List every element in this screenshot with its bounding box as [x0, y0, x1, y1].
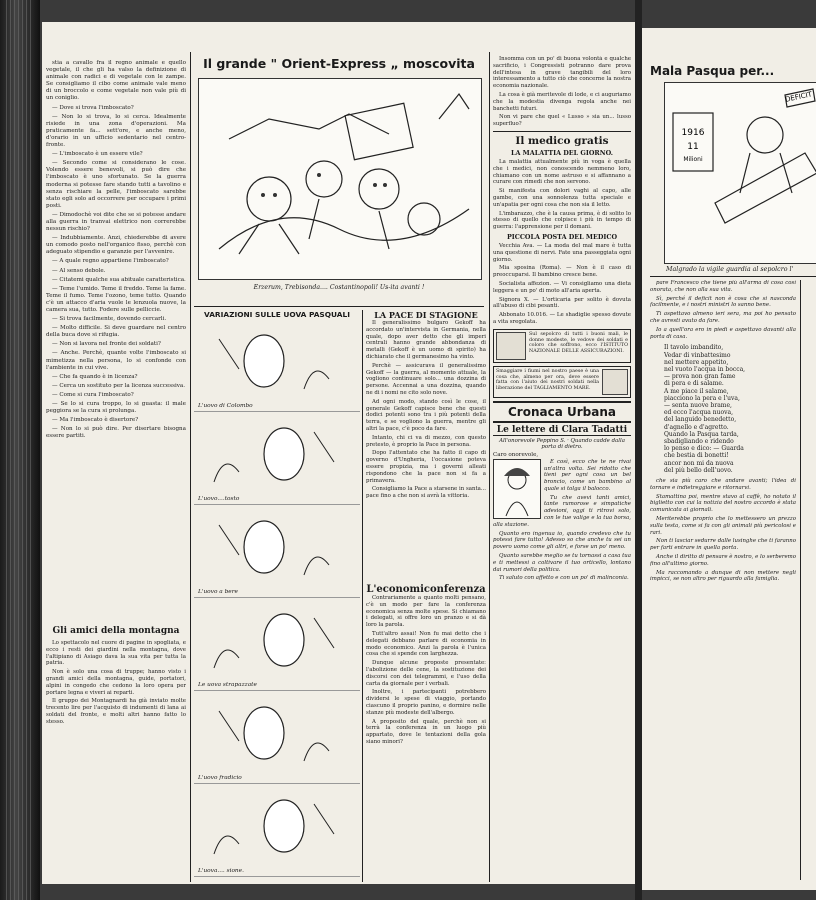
paragraph: — Dimodochè voi dite che se si potesse andare alla guerra in tranvai elettrico non correrebbe nessun rischio? [46, 211, 186, 233]
pace-text [366, 320, 486, 500]
egg-caption: L'uovo a bere [198, 589, 238, 595]
medico-title: Il medico gratis [515, 134, 609, 147]
paragraph: — Non lo si può dire. Per disertare bisogna essere partiti. [46, 426, 186, 440]
paragraph: — Se lo si cura troppo, lo si guasta: il male peggiora se la cura si prolunga. [46, 401, 186, 415]
poem-line: piacciono la pera e l'uva, [664, 394, 740, 402]
economia-text [366, 595, 486, 746]
medico-text [493, 159, 631, 231]
egg-icon [194, 505, 360, 585]
paragraph: — Teme l'umido. Teme il freddo. Teme la fame. Teme il fumo. Teme l'ozono, teme tutto. Quando c'è un attacco d'aria vuole le lenzuola nuove, la camera sua, tutto. Fodere sulle pelliccie. [46, 285, 186, 313]
cronaca-title: Cronaca Urbana [493, 401, 631, 423]
orient-express-caption: Erzerum, Trebisonda.... Costantinopoli! Us-ita avanti ! [253, 284, 425, 291]
paragraph: Tutt'altro assai! Non fu mai detto che i delegati debbano parlare di economia in modo economico. Anzi la parola è l'unica cosa che si spende con larghezza. [366, 630, 486, 658]
advert2-image [602, 369, 628, 395]
egg-caption: Le uova strapazzate [198, 682, 257, 688]
cronaca-salute: Caro onorevole, [493, 451, 539, 458]
horizontal-rule [194, 306, 484, 307]
paragraph: Dopo l'attentato che ha fatto il capo di governo d'Ungheria, l'occasione poteva essere propizia, ma i governi alleati rispondono che la pace non si fa a primavera. [366, 450, 486, 484]
poem-line: nel mettere appetito, [664, 358, 729, 366]
paragraph: Perchè — assicurava il generalissimo Gekoff — la guerra, al momento attuale, la vogliono continuare solo... una dozzina di persone. Accennai a una dozzina, quando ne di i nomi ne cito solo nove. [366, 362, 486, 396]
uova-pasquali-column [194, 310, 360, 882]
paragraph: — Si trova facilmente, dovendo cercarli. [52, 316, 167, 323]
paragraph: — Come si cura l'imboscato? [52, 391, 134, 398]
paragraph: Socialista affezion. — Vi consigliamo una dieta leggera e un po' di moto all'aria aperta. [493, 280, 631, 294]
right-prose-2 [650, 478, 796, 583]
poem-line: d'agnello e d'agretto. [664, 423, 729, 431]
poem-line: che bestia di bonetti! [664, 452, 729, 460]
egg-caption: L'uovo fradicio [198, 775, 242, 781]
egg-icon [194, 598, 360, 678]
paragraph: Tu che avevi tanti amici, tante rumorose e simpatiche adesioni, oggi ti ritrovi solo, con le tue valige e la tua borsa, alla stazione. [493, 494, 631, 528]
poem-line: A me piace il salame, [664, 387, 729, 395]
economia-section [366, 584, 486, 882]
paragraph: Sì, perché il deficit non è cosa che si nasconda facilmente, e i nostri ministri lo sanno bene. [650, 295, 796, 309]
calendar-month: 11 [687, 142, 699, 152]
paragraph: E così, ecco che te ne rivai un'altra volta. Sei ridotto che tieni per ogni cosa un bel broncio, come un bambino al quale si tolga il balocco. [544, 458, 631, 492]
right-prose [650, 280, 796, 340]
paragraph: Signora X. — L'orticaria per solito è dovuta all'abuso di cibi pesanti. [493, 296, 631, 310]
montagna-title: Gli amici della montagna [52, 626, 180, 636]
poem-line: Quando la Pasqua tarda, [664, 430, 739, 438]
poem-line: del languido benedetto, [664, 416, 737, 424]
advert-image [496, 332, 526, 360]
paragraph: Ti aspettavo almeno ieri sera, ma poi ho pensato che avresti avuto da fare. [650, 311, 796, 324]
poem-line: Vedar di vinbattesimo [664, 351, 731, 359]
egg-cartoon [194, 412, 360, 505]
poem-line: lo penso e dico: — Guarda [664, 445, 744, 453]
calendar-word: Milioni [683, 156, 703, 163]
easter-poem [664, 344, 796, 474]
posta-title: PICCOLA POSTA DEL MEDICO [506, 232, 618, 241]
paragraph: pare Francesco che tiene più all'arma di cosa così onorata, che non alla sua vita. [650, 280, 796, 293]
mala-pasqua-caption: Malgrado la vigile guardia al sepolcro l' [666, 266, 794, 273]
medico-subtitle: LA MALATTIA DEL GIORNO. [511, 148, 613, 157]
right-page [642, 28, 816, 890]
paragraph: Ti saluto con affetto e con un po' di malinconia. [499, 575, 629, 582]
page-gutter [635, 0, 642, 900]
advert-text: Sul sepolcro di tutti i buoni mali, le donne modeste, le vedove dei soldati e coloro che soffrono, ecco l'ISTITUTO NAZIONALE DELLE ASSICURAZIONI. [529, 331, 628, 355]
paragraph: — Ma l'imboscato è disertore? [52, 417, 139, 424]
cronaca-intro: All'onorevole Peppino S. · Quando cadde dalla porta di dietro. [499, 437, 625, 450]
paragraph: — Indubbiamente. Anzi, chiederebbe di avere un comodo posto nell'organico fisso, perchè con adeguato stipendio e garanzie per l'avvenire. [46, 235, 186, 256]
egg-caption: L'uova.... sione. [198, 868, 244, 874]
imboscato-text [46, 60, 186, 441]
egg-cartoon [194, 319, 360, 412]
paragraph: La cosa è già meritevole di lode, e ci auguriamo che la modestia divenga regola anche nei banchetti futuri. [493, 91, 631, 112]
paragraph: Io a quell'ora ero in piedi e aspettavo davanti alla porta di casa. [650, 326, 796, 340]
paragraph: Insomma con un po' di buona volontà e qualche sacrificio, i Congressisti potranno dare prova dell'intesa in grave tangibili del loro interessamento a tutto ciò che concerne la nostra economia nazionale. [493, 56, 631, 90]
pace-title: LA PACE DI STAGIONE [374, 310, 478, 320]
paragraph: — Non si lavora nel fronte dei soldati? [52, 341, 161, 348]
paragraph: Anche il diritto di pensare è nostro, e lo serberemo fino all'ultimo giorno. [650, 554, 796, 567]
paragraph: Vecchia Ava. — La moda del mal mare è tutta una questione di nervi. Fate una passeggiata ogni giorno. [493, 242, 631, 263]
binding-edge [6, 0, 32, 900]
paragraph: Intanto, chi ci va di mezzo, con questo pretesto, è proprio la Pace in persona. [366, 434, 486, 448]
egg-cartoon [194, 505, 360, 598]
advert2-text: Smaggiare i fiumi nel nostro paese è una cosa che, almeno per ora, deve essere fatta con l'aiuto dei nostri soldati nella liberazione del TAGLIAMENTO MARE. [496, 368, 599, 392]
left-page [42, 22, 635, 884]
poem-line: ancor non mi da nuova [664, 459, 734, 467]
poem-line: Il tavolo imbandito, [664, 344, 724, 352]
paragraph: Dunque alcune proposte presentate: l'abolizione delle cene, la sostituzione dei discorsi con dei telegrammi, e l'uso della carta da giornale per i verbali. [366, 660, 486, 687]
paragraph: che sia più caro che andare avanti; l'idea di tornare e indietreggiare e ritornarvi. [650, 478, 796, 491]
egg-cartoon [194, 598, 360, 691]
paragraph: — Anche. Perchè, quante volte l'imboscato si mimetizza nella persona, lo si confonde con l'ambiente in cui vive. [46, 350, 186, 371]
poem-line: — prova non gran fame [664, 373, 736, 381]
paragraph: Consigliamo la Pace a starsene in santa... pace fino a che non si avrà la vittoria. [366, 486, 486, 500]
orient-express-block [194, 56, 484, 306]
paragraph: — A quale regno appartiene l'imboscato? [52, 258, 169, 265]
paragraph: Meriterebbe proprio che lo mettessero un prezzo sulla testa, come si fa con gli animali più pericolosi e rari. [650, 516, 796, 536]
paragraph: — L'imboscato è un essere vile? [52, 151, 143, 158]
economia-title: L'economiconferenza [366, 584, 486, 595]
paragraph: A proposito del quale, perchè non si terrà la conferenza in un luogo più appartato, dove le tentazioni della gola siano minori? [366, 718, 486, 745]
column-rule [362, 310, 363, 882]
column-rule [190, 52, 191, 882]
lusso-text [493, 56, 631, 128]
paragraph: — Non lo si trova, lo si cerca. Idealmente risiede in una zona d'operazioni. Ma praticamente fa... sett'ore, e anche meno, d'orario in un ufficio sedentario nel centro-fronte. [46, 113, 186, 149]
egg-icon [194, 784, 360, 864]
pace-section [366, 310, 486, 580]
egg-caption: L'uovo di Colombo [198, 403, 253, 409]
egg-icon [194, 412, 360, 492]
paragraph: L'imbarazzo, che è la causa prima, è di solito lo stesso di quello che colpisce i più in tempo di guerra: l'apprensione per il domani. [493, 210, 631, 231]
egg-icon [194, 319, 360, 399]
deficit-tag: DEFICIT [784, 90, 813, 104]
poem-line: — senta nuove brame, [664, 402, 732, 409]
montagna-text [46, 640, 186, 726]
cronaca-subtitle: Le lettere di Clara Tadatti [493, 425, 631, 436]
paragraph: Inoltre, i partecipanti potrebbero dividersi le spese di viaggio, portando ciascuno il proprio panino, e dormire nelle stanze più modeste dell'albergo. [366, 689, 486, 716]
paragraph: Stamattina poi, mentre stavo al caffè, ho notato il biglietto con cui la notizia del nostro accordo è stata comunicata ai giornali. [650, 493, 796, 514]
egg-cartoon [194, 784, 360, 877]
egg-icon [194, 691, 360, 771]
train-illustration [199, 79, 481, 279]
paragraph: Lo spettacolo nel cuore di pagine in spogliata, e ecco i resti dei giardini nella montagna, dove l'altipiano di Asiago dava la sua vita per tutta la patria. [46, 640, 186, 667]
paragraph: Quanto ero ingenua io, quando credevo che tu potessi fare tutto! Adesso so che anche tu sei un povero uomo come gli altri, e forse un po' meno. [493, 530, 631, 551]
paragraph: La malattia attualmente più in voga è quella che i medici, non conoscendo nemmeno loro, chiamano con un nome astruso e si affannano a curare con rimedi che non servono. [493, 158, 631, 186]
orient-express-cartoon [198, 78, 482, 280]
right-column-text [650, 280, 796, 880]
paragraph: Contrariamente a quanto molti pensano, c'è un modo per fare la conferenza economica senza molte spese. Si chiamano i delegati, si offre loro un pranzo e si dà loro la parola. [366, 595, 486, 629]
paragraph: — Cerca un sostituto per la licenza successiva. [52, 382, 186, 389]
paragraph: — Molto difficile. Si deve guardare nel centro della buca dove si rifugia. [46, 325, 186, 339]
paragraph: Quanto sarebbe meglio se tu tornassi a casa tua e ti mettessi a coltivare il tuo orticello, lontano dai rumori della politica. [493, 553, 631, 573]
poem-line: ed ecco l'acqua nuova, [664, 409, 733, 417]
egg-caption: L'uovo....tosto [198, 496, 240, 502]
montagna-section [46, 624, 186, 882]
paragraph: Ma raccomando a dunque di non mettere negli impicci, se non altro per riguardo alla famiglia. [650, 569, 796, 583]
posta-text [493, 243, 631, 326]
advert-istituto [493, 329, 631, 363]
calendar-year: 1916 [681, 128, 705, 138]
paragraph: — Secondo come si considerano le cose. Volendo essere benevoli, si può dire che l'imboscato è uno sfortunato. Se la guerra moderna si potesse fare stando tutti a tavolino e senza rischiare la pelle, l'imboscato sarebbe stato egli solo ad occorrere per occupare i primi posti. [46, 160, 186, 209]
egg-cartoon [194, 691, 360, 784]
egg-cartoons [194, 319, 360, 877]
clara-portrait [493, 459, 541, 519]
paragraph: Mia sposina (Roma). — Non è il caso di preoccuparsi. Il bambino cresce bene. [493, 265, 631, 279]
paragraph: Ad ogni modo, stando così le cose, il generale Gekoff capisce bene che questi dodici potenti sono tra i più potenti della terra, e se vogliono la guerra, mentre gli altri la pace, c'è poco da fare. [366, 398, 486, 432]
uova-pasquali-title: VARIAZIONI SULLE UOVA PASQUALI [204, 310, 350, 319]
lady-icon [494, 460, 540, 518]
column-rule [489, 52, 490, 882]
poem-line: sbadigliando e ridendo [664, 438, 734, 446]
mala-pasqua-cartoon [664, 82, 816, 264]
paragraph: Il generalissimo bulgaro Gekoff ha accordato un'intervista in Germania, nella quale, dopo aver detto che gli imperi centrali hanno grande abbondanza di metalli (Gekoff è un uomo di spirito) ha dichiarato che il germanesimo ha vinto. [366, 320, 486, 360]
advert-tagliamento [493, 366, 631, 398]
paragraph: Il gruppo dei Montagnardi ha già inviato molte trecento lire per l'acquisto di indumenti di lana ai soldati del fronte, e molti altri hanno fatto lo stesso. [46, 698, 186, 725]
paragraph: Non vi pare che quel « Lusso » sia un... lusso superfluo? [493, 114, 631, 128]
paragraph: stia a cavallo fra il regno animale e quello vegetale, il che gli ha valso la definizione di animale con radici e di vegetale con le zampe. Se consigliamo il cibo come animale vale meno di un broccolo e come vegetale non vale più di un coniglio. [46, 60, 186, 102]
deficit-illustration [665, 83, 816, 263]
book-binding [0, 0, 40, 900]
paragraph: — Al senso debole. [52, 267, 106, 274]
column-rule [800, 280, 801, 880]
paragraph: Non è solo una cosa di truppe; hanno visto i grandi amici della montagna, guide, portatori, alpini in congedo che cedono la loro opera per portare legna e viveri ai reparti. [46, 669, 186, 696]
orient-express-title: Il grande " Orient-Express „ moscovita [203, 56, 475, 71]
column-1 [46, 60, 186, 620]
paragraph: — Citatemi qualche sua abituale caratteristica. [52, 276, 186, 283]
mala-pasqua-title: Mala Pasqua per... [650, 64, 775, 78]
poem-line: nel vuoto l'acqua in bocca, [664, 365, 746, 373]
paragraph: — Che fa quando è in licenza? [52, 373, 138, 380]
poem-line: del più bello dell'uovo. [664, 466, 733, 474]
paragraph: Abbonato 10.016. — Le shadiglie spesso dovute a vita sregolata. [493, 312, 631, 325]
horizontal-rule [650, 276, 816, 277]
paragraph: Non ti lasciar sedurre dalle lusinghe che ti faranno per farti entrare in quella porta. [650, 538, 796, 552]
paragraph: — Dove si trova l'imboscato? [52, 104, 134, 111]
poem-line: di pera e di salame. [664, 380, 724, 388]
column-4 [493, 56, 631, 882]
paragraph: Si manifesta con dolori vaghi al capo, alle gambe, con una sonnolenza tutta speciale e un'apatia per ogni cosa che non sia il letto. [493, 188, 631, 208]
